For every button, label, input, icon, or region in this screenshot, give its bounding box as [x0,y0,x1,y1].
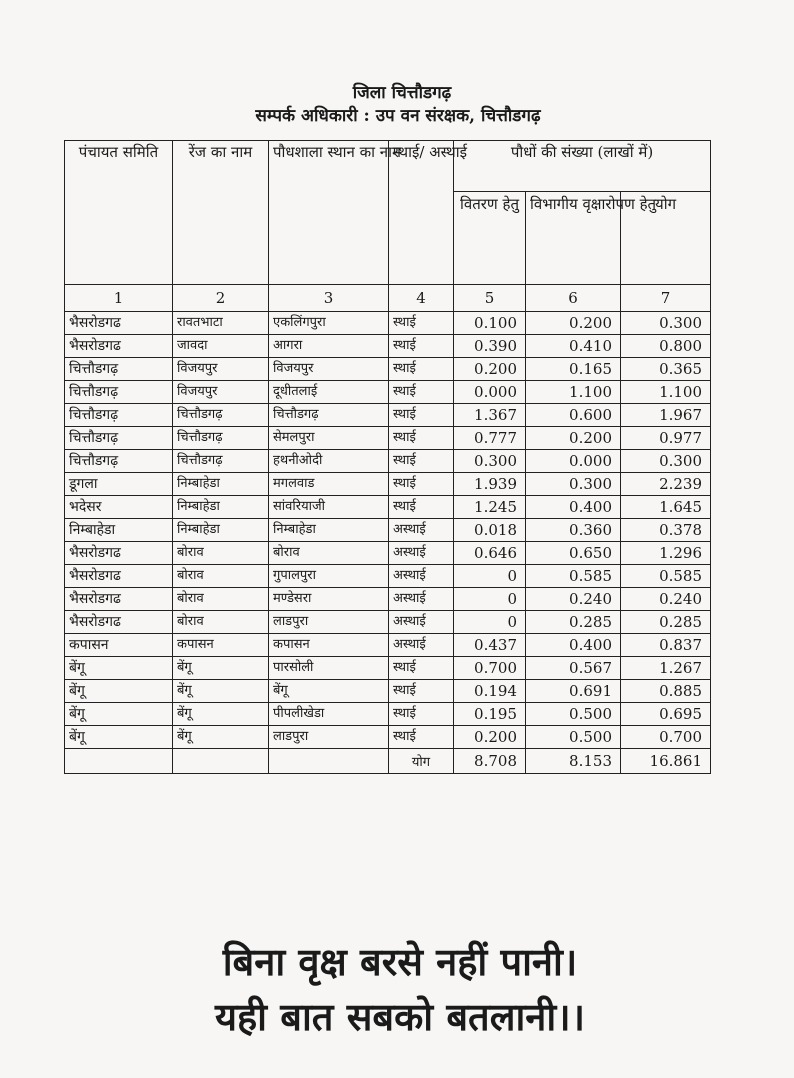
cell-panchayat: भैसरोडगढ [65,335,173,358]
cell-distribution: 0.700 [454,657,526,680]
table-row [65,335,711,358]
col-number: 1 [65,285,173,312]
cell-range: बोराव [173,588,269,611]
cell-nursery: बोराव [269,542,389,565]
cell-nursery: सांवरियाजी [269,496,389,519]
cell-range: कपासन [173,634,269,657]
cell-departmental: 0.500 [526,726,621,749]
table-row [65,542,711,565]
table-row [65,496,711,519]
table-row [65,473,711,496]
cell-distribution: 0.390 [454,335,526,358]
total-empty-cell [269,749,389,774]
total-distribution: 8.708 [454,749,526,774]
cell-type: स्थाई [389,358,454,381]
cell-panchayat: चित्तौडगढ़ [65,404,173,427]
table-row [65,312,711,335]
cell-range: निम्बाहेडा [173,496,269,519]
cell-panchayat: बेंगू [65,657,173,680]
cell-total: 0.285 [621,611,711,634]
cell-type: स्थाई [389,680,454,703]
cell-departmental: 0.285 [526,611,621,634]
cell-panchayat: भैसरोडगढ [65,611,173,634]
cell-type: स्थाई [389,381,454,404]
cell-range: बेंगू [173,680,269,703]
cell-panchayat: डूगला [65,473,173,496]
cell-distribution: 1.367 [454,404,526,427]
cell-distribution: 0.437 [454,634,526,657]
cell-range: निम्बाहेडा [173,519,269,542]
cell-departmental: 0.200 [526,427,621,450]
col-header-distribution: वितरण हेतु [454,192,526,285]
cell-nursery: आगरा [269,335,389,358]
table-row [65,634,711,657]
col-header-total: योग [621,192,711,285]
cell-type: स्थाई [389,473,454,496]
cell-range: जावदा [173,335,269,358]
table-row [65,680,711,703]
cell-panchayat: बेंगू [65,703,173,726]
cell-range: बोराव [173,611,269,634]
cell-departmental: 0.165 [526,358,621,381]
cell-panchayat: भैसरोडगढ [65,312,173,335]
cell-distribution: 1.245 [454,496,526,519]
table-row [65,404,711,427]
cell-type: अस्थाई [389,519,454,542]
col-header-plants-group: पौधों की संख्या (लाखों में) [454,141,711,192]
cell-departmental: 0.410 [526,335,621,358]
table-row [65,588,711,611]
cell-range: विजयपुर [173,381,269,404]
cell-distribution: 0.100 [454,312,526,335]
cell-departmental: 0.567 [526,657,621,680]
cell-panchayat: चित्तौडगढ़ [65,427,173,450]
cell-distribution: 0.200 [454,358,526,381]
cell-type: स्थाई [389,335,454,358]
cell-total: 0.700 [621,726,711,749]
total-empty-cell [65,749,173,774]
cell-range: रावतभाटा [173,312,269,335]
col-number: 2 [173,285,269,312]
cell-nursery: मगलवाड [269,473,389,496]
cell-total: 1.100 [621,381,711,404]
cell-panchayat: निम्बाहेडा [65,519,173,542]
cell-nursery: कपासन [269,634,389,657]
cell-nursery: लाडपुरा [269,611,389,634]
cell-departmental: 0.000 [526,450,621,473]
cell-total: 0.378 [621,519,711,542]
cell-range: चित्तौडगढ़ [173,404,269,427]
cell-panchayat: चित्तौडगढ़ [65,358,173,381]
table-row [65,450,711,473]
cell-departmental: 0.691 [526,680,621,703]
cell-total: 0.300 [621,450,711,473]
cell-panchayat: भैसरोडगढ [65,588,173,611]
table-body [65,312,711,749]
table-row [65,358,711,381]
cell-total: 1.967 [621,404,711,427]
cell-panchayat: भदेसर [65,496,173,519]
cell-type: अस्थाई [389,588,454,611]
cell-distribution: 0 [454,588,526,611]
cell-total: 0.885 [621,680,711,703]
contact-officer: सम्पर्क अधिकारी : उप वन संरक्षक, चित्तौडगढ़ [255,106,541,126]
col-number: 6 [526,285,621,312]
cell-departmental: 0.240 [526,588,621,611]
table-row [65,427,711,450]
cell-nursery: पीपलीखेडा [269,703,389,726]
col-header-type: स्थाई/ अस्थाई [389,141,454,285]
cell-panchayat: बेंगू [65,726,173,749]
cell-departmental: 1.100 [526,381,621,404]
table-row [65,726,711,749]
cell-panchayat: बेंगू [65,680,173,703]
cell-distribution: 0.018 [454,519,526,542]
cell-nursery: विजयपुर [269,358,389,381]
col-header-nursery: पौधशाला स्थान का नाम [269,141,389,285]
cell-distribution: 0.646 [454,542,526,565]
cell-distribution: 0.195 [454,703,526,726]
cell-nursery: बेंगू [269,680,389,703]
cell-type: स्थाई [389,450,454,473]
col-number: 7 [621,285,711,312]
cell-type: अस्थाई [389,542,454,565]
col-header-panchayat: पंचायत समिति [65,141,173,285]
cell-total: 0.977 [621,427,711,450]
cell-nursery: दूधीतलाई [269,381,389,404]
cell-total: 0.240 [621,588,711,611]
cell-panchayat: चित्तौडगढ़ [65,381,173,404]
col-number: 5 [454,285,526,312]
cell-total: 2.239 [621,473,711,496]
cell-nursery: सेमलपुरा [269,427,389,450]
cell-departmental: 0.200 [526,312,621,335]
cell-range: विजयपुर [173,358,269,381]
cell-nursery: लाडपुरा [269,726,389,749]
cell-distribution: 0 [454,565,526,588]
cell-distribution: 0.194 [454,680,526,703]
cell-departmental: 0.585 [526,565,621,588]
cell-total: 1.296 [621,542,711,565]
cell-total: 1.267 [621,657,711,680]
cell-type: स्थाई [389,404,454,427]
col-number: 3 [269,285,389,312]
cell-range: बेंगू [173,726,269,749]
cell-total: 0.837 [621,634,711,657]
cell-type: स्थाई [389,496,454,519]
cell-type: स्थाई [389,427,454,450]
cell-total: 0.300 [621,312,711,335]
nursery-table [64,140,711,774]
column-number-row [65,285,711,312]
header-row [65,141,711,192]
cell-type: स्थाई [389,703,454,726]
cell-departmental: 0.650 [526,542,621,565]
table-row [65,381,711,404]
cell-range: निम्बाहेडा [173,473,269,496]
table-row [65,519,711,542]
cell-nursery: एकलिंगपुरा [269,312,389,335]
table-row [65,565,711,588]
cell-distribution: 0 [454,611,526,634]
col-header-departmental: विभागीय वृक्षारोपण हेतु [526,192,621,285]
district-title: जिला चित्तौडगढ़ [352,83,452,103]
col-header-range: रेंज का नाम [173,141,269,285]
cell-range: बेंगू [173,657,269,680]
cell-type: अस्थाई [389,565,454,588]
col-number: 4 [389,285,454,312]
cell-panchayat: चित्तौडगढ़ [65,450,173,473]
cell-type: स्थाई [389,726,454,749]
cell-range: चित्तौडगढ़ [173,427,269,450]
table-row [65,657,711,680]
cell-total: 0.365 [621,358,711,381]
cell-distribution: 0.777 [454,427,526,450]
cell-panchayat: भैसरोडगढ [65,565,173,588]
cell-nursery: हथनीओदी [269,450,389,473]
cell-departmental: 0.500 [526,703,621,726]
cell-departmental: 0.360 [526,519,621,542]
cell-departmental: 0.400 [526,496,621,519]
cell-range: बोराव [173,542,269,565]
cell-range: चित्तौडगढ़ [173,450,269,473]
cell-departmental: 0.300 [526,473,621,496]
table-row [65,611,711,634]
cell-total: 0.695 [621,703,711,726]
cell-nursery: चित्तौडगढ़ [269,404,389,427]
cell-range: बेंगू [173,703,269,726]
total-row [65,749,711,774]
cell-type: अस्थाई [389,634,454,657]
total-label: योग [389,749,454,774]
cell-nursery: पारसोली [269,657,389,680]
cell-distribution: 0.300 [454,450,526,473]
cell-distribution: 1.939 [454,473,526,496]
cell-panchayat: भैसरोडगढ [65,542,173,565]
slogan-line-2: यही बात सबको बतलानी।। [214,995,586,1039]
cell-nursery: गुपालपुरा [269,565,389,588]
slogan-line-1: बिना वृक्ष बरसे नहीं पानी। [222,940,578,984]
cell-total: 0.800 [621,335,711,358]
cell-type: अस्थाई [389,611,454,634]
table-row [65,703,711,726]
cell-total: 1.645 [621,496,711,519]
cell-type: स्थाई [389,657,454,680]
cell-total: 0.585 [621,565,711,588]
cell-panchayat: कपासन [65,634,173,657]
cell-nursery: निम्बाहेडा [269,519,389,542]
cell-departmental: 0.600 [526,404,621,427]
cell-nursery: मण्डेसरा [269,588,389,611]
cell-departmental: 0.400 [526,634,621,657]
cell-distribution: 0.000 [454,381,526,404]
cell-distribution: 0.200 [454,726,526,749]
total-sum: 16.861 [621,749,711,774]
cell-type: स्थाई [389,312,454,335]
total-empty-cell [173,749,269,774]
total-departmental: 8.153 [526,749,621,774]
cell-range: बोराव [173,565,269,588]
